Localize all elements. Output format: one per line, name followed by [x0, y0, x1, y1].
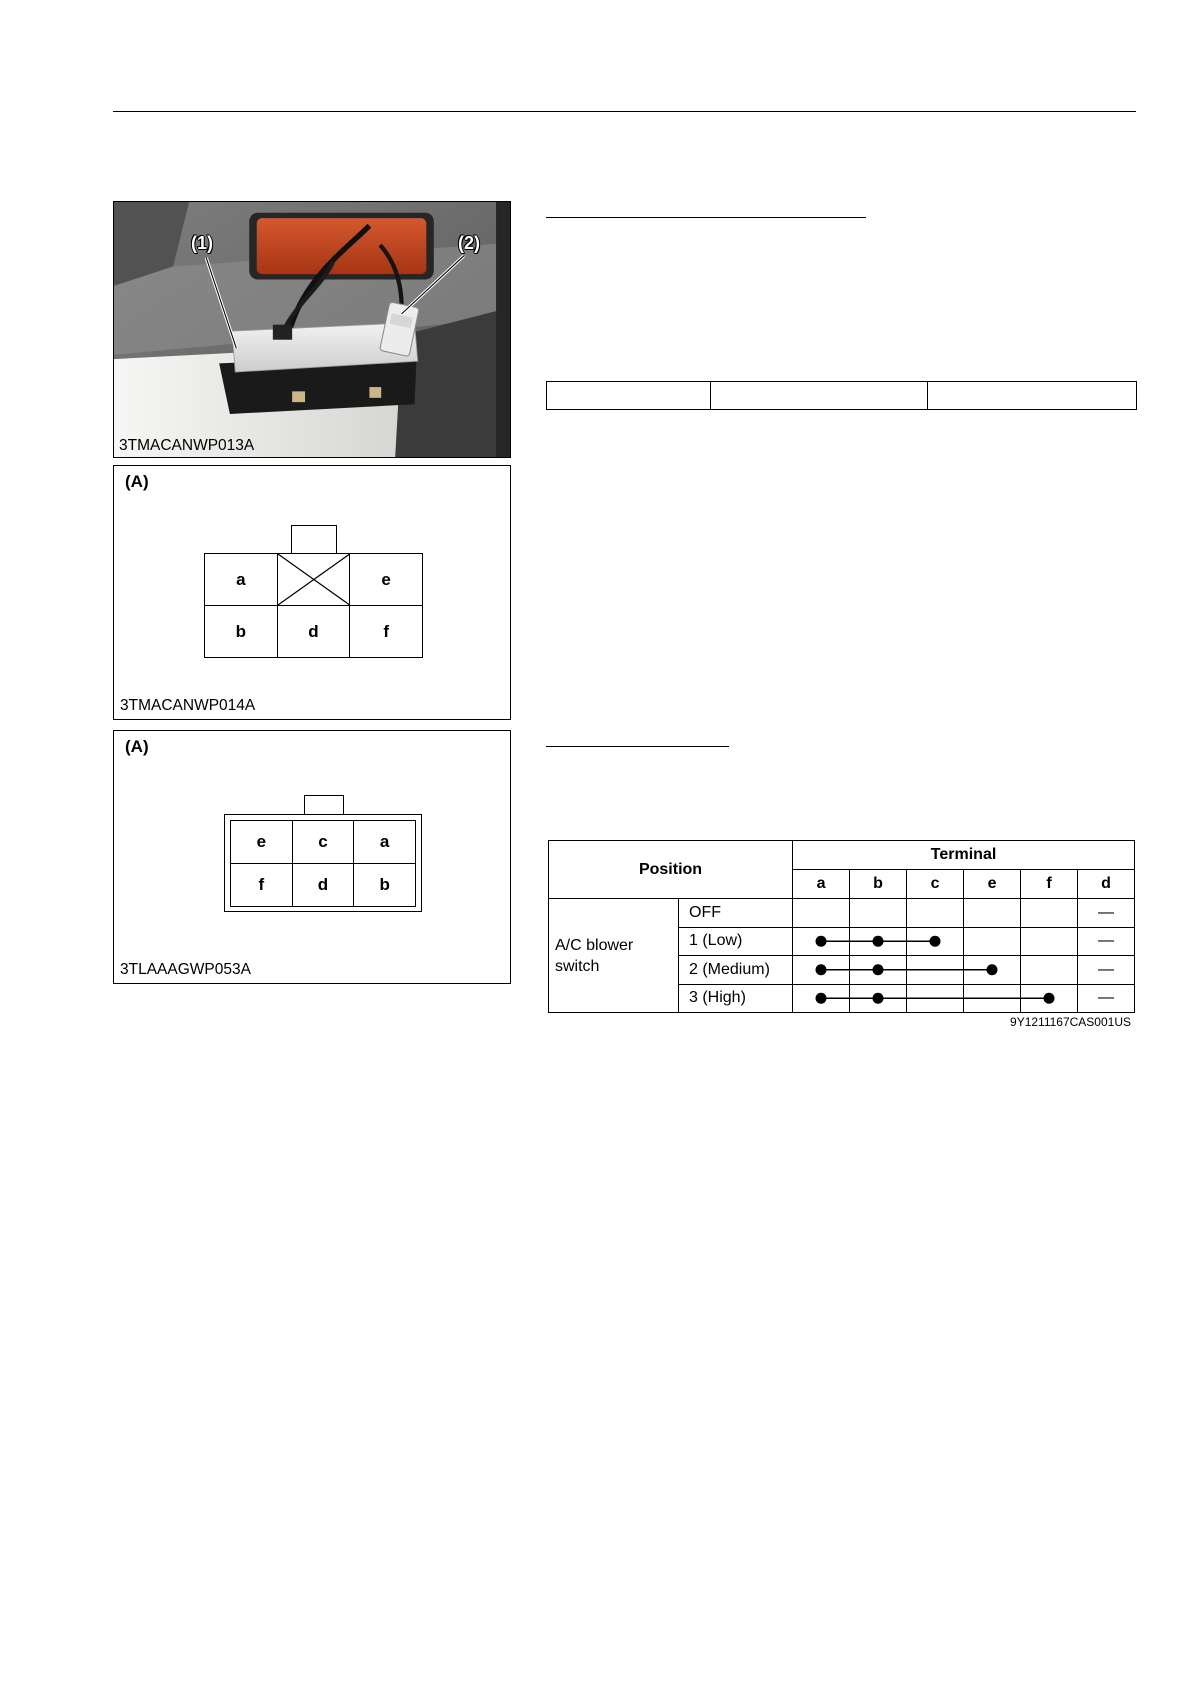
callout-1: (1): [191, 233, 213, 253]
continuity-table-wrap: [548, 840, 1134, 1012]
switch-photo-figure: [113, 201, 511, 458]
switch-photo: [114, 202, 510, 457]
figure-label: (A): [125, 737, 149, 756]
terminal-cell: [850, 956, 907, 985]
terminal-cell: b: [354, 864, 416, 907]
terminal-cell: [1021, 984, 1078, 1013]
terminal-cell: [793, 899, 850, 928]
terminal-cell: [1021, 956, 1078, 985]
spec-table-cell: [547, 382, 711, 410]
terminal-d-cell: —: [1078, 984, 1135, 1013]
terminal-cell: e: [231, 821, 293, 864]
terminal-cell: [793, 927, 850, 956]
terminal-cell: [793, 984, 850, 1013]
figure-caption: 3TMACANWP013A: [119, 437, 255, 454]
terminal-cell: d: [277, 606, 350, 658]
terminal-cell: f: [231, 864, 293, 907]
terminal-cell: [1021, 927, 1078, 956]
terminal-cell: [850, 899, 907, 928]
terminal-header: Terminal: [793, 841, 1135, 870]
switch-socket: [273, 325, 292, 340]
callout-2: (2): [458, 233, 480, 253]
terminal-cell: d: [292, 864, 354, 907]
position-label: 3 (High): [679, 984, 793, 1013]
terminal-cell: b: [205, 606, 278, 658]
terminal-cell: a: [354, 821, 416, 864]
figure-caption: 3TLAAAGWP053A: [120, 961, 251, 978]
terminal-cell: [964, 984, 1021, 1013]
connector-diagram-1: [113, 465, 511, 720]
terminal-cell: e: [350, 554, 423, 606]
terminal-d-cell: —: [1078, 899, 1135, 928]
connector-lock-tab: [304, 795, 344, 815]
pillar-edge: [496, 202, 510, 457]
terminal-d-cell: —: [1078, 927, 1135, 956]
terminal-column-header: e: [964, 870, 1021, 899]
figure-caption: 3TMACANWP014A: [120, 697, 256, 714]
figure-label: (A): [125, 472, 149, 491]
terminal-column-header: c: [907, 870, 964, 899]
opening: [257, 218, 427, 274]
switch-name: A/C blower switch: [549, 899, 679, 1013]
base-tape: [369, 387, 381, 398]
continuity-table: [548, 840, 1135, 1013]
terminal-column-header: f: [1021, 870, 1078, 899]
terminal-cell: [793, 956, 850, 985]
terminal-cell: [964, 899, 1021, 928]
terminal-cell: [964, 927, 1021, 956]
terminal-cell: a: [205, 554, 278, 606]
connector-terminal-grid: [204, 553, 423, 658]
terminal-cell: [907, 899, 964, 928]
table-code: 9Y1211167CAS001US: [1010, 1015, 1131, 1029]
position-label: OFF: [679, 899, 793, 928]
connector-diagram-2: [113, 730, 511, 984]
spec-table-cell: [928, 382, 1137, 410]
connector-terminal-grid: [230, 820, 416, 907]
position-label: 2 (Medium): [679, 956, 793, 985]
terminal-column-header: b: [850, 870, 907, 899]
position-label: 1 (Low): [679, 927, 793, 956]
connector-lock-tab: [291, 525, 337, 554]
terminal-cell: [907, 984, 964, 1013]
terminal-cell: [1021, 899, 1078, 928]
terminal-cell: [907, 927, 964, 956]
blank-cavity: [277, 554, 350, 606]
terminal-cell: f: [350, 606, 423, 658]
terminal-column-header: a: [793, 870, 850, 899]
position-header: Position: [549, 841, 793, 899]
terminal-cell: [850, 984, 907, 1013]
blank-cavity-x-icon: [278, 554, 350, 605]
terminal-cell: [964, 956, 1021, 985]
terminal-d-cell: —: [1078, 956, 1135, 985]
base-tape: [292, 391, 305, 402]
terminal-cell: c: [292, 821, 354, 864]
terminal-cell: [850, 927, 907, 956]
terminal-column-header: d: [1078, 870, 1135, 899]
header-rule: [113, 111, 1136, 112]
heading-underline: [546, 746, 729, 747]
terminal-cell: [907, 956, 964, 985]
spec-table-cell: [711, 382, 928, 410]
position-row: [549, 899, 1135, 928]
spec-table: [546, 381, 1137, 410]
heading-underline: [546, 217, 866, 218]
